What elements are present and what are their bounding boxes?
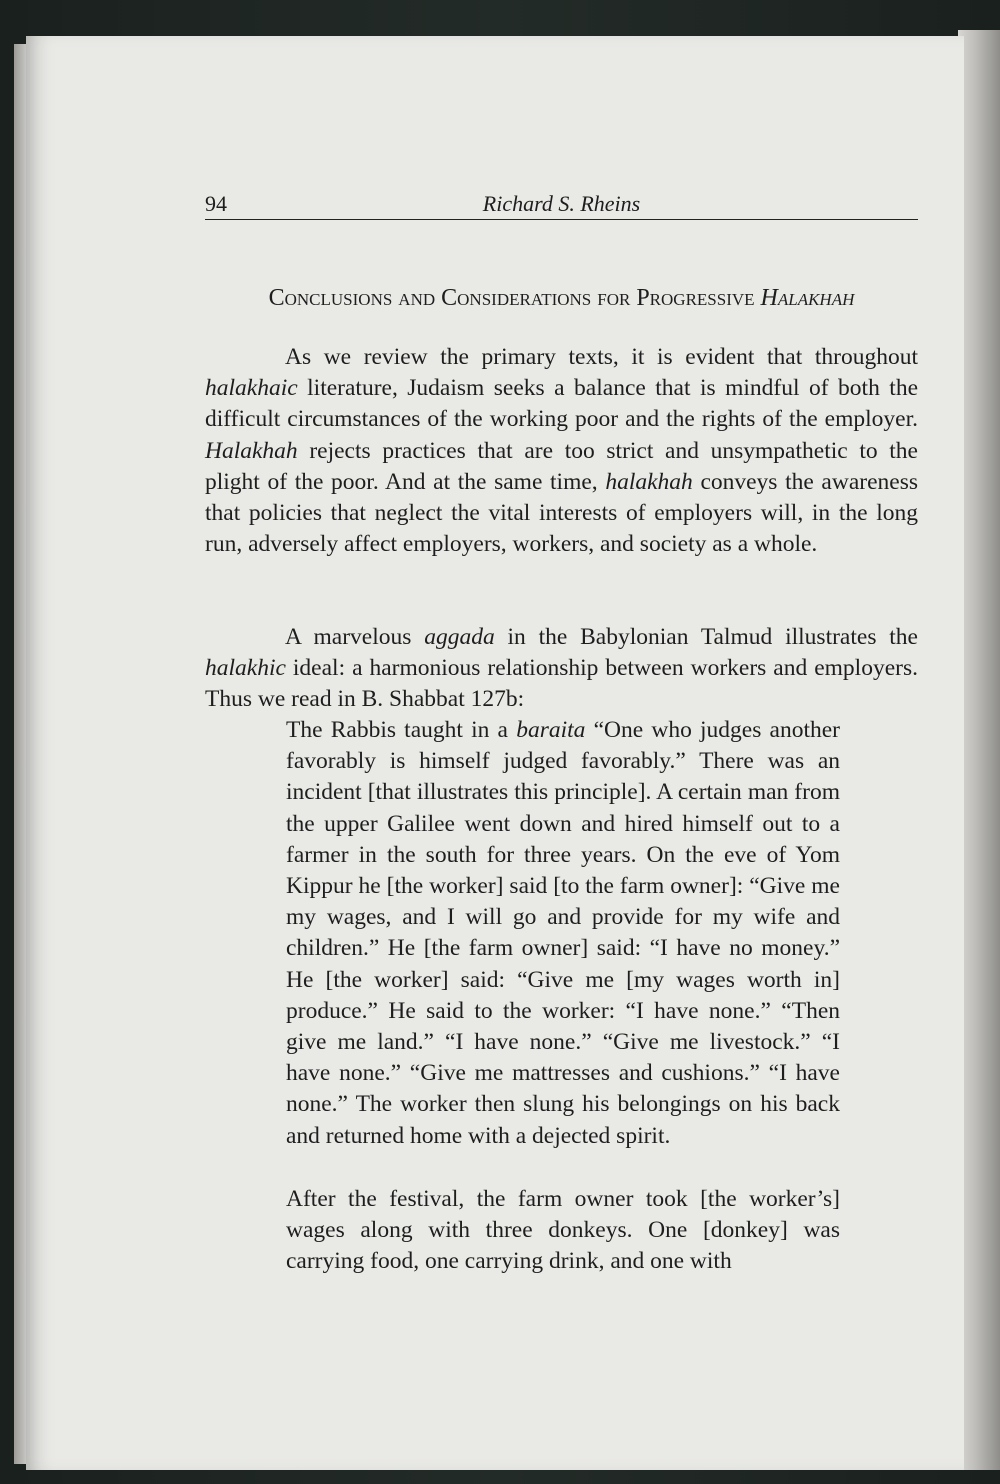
text-run: ideal: a harmonious relationship between workers and employers. Thus we read in B. Shabbat 127b: xyxy=(205,655,918,713)
section-heading xyxy=(205,285,918,312)
running-head-author: Richard S. Rheins xyxy=(482,191,641,216)
block-quote-1 xyxy=(286,715,840,1152)
text-run: “One who judges another favorably is himself judged favorably.” There was an incident [that illustrates this principle]. A certain man from the upper Galilee went down and hired himself out to a farmer in the south for three years. On the eve of Yom Kippur he [the worker] said [to the farm owner]: “Give me my wages, and I will go and provide for my wife and children.” He [the farm owner] said: “I have no money.” He [the worker] said: “Give me [my wages worth in] produce.” He said to the worker: “I have none.” “Then give me land.” “I have none.” “Give me livestock.” “I have none.” “Give me mattresses and cushions.” “I have none.” The worker then slung his belongings on his back and returned home with a dejected spirit. xyxy=(286,717,841,1149)
text-run: After the festival, the farm owner took [the worker’s] wages along with three donkeys. One [donkey] was carrying food, one carrying drink, and one with xyxy=(286,1186,840,1275)
text-run: conveys the awareness that policies that neglect the vital interests of employers will, in the long run, adversely affect employers, workers, and society as a whole. xyxy=(205,468,918,558)
text-run: in the Babylonian Talmud illustrates the xyxy=(494,624,918,650)
italic-term: halakhaic xyxy=(205,375,298,402)
italic-term: Halakhah xyxy=(205,437,298,464)
next-page-edge xyxy=(958,30,1000,1470)
text-run: The Rabbis taught in a xyxy=(286,717,517,743)
section-heading-text: Conclusions and Considerations for Progressive xyxy=(268,285,761,311)
block-quote-2 xyxy=(286,1184,840,1278)
italic-term: halakhic xyxy=(205,655,286,682)
text-run: rejects practices that are too strict and unsympathetic to the plight of the poor. And at the same time, xyxy=(205,437,918,495)
paragraph-2 xyxy=(205,622,918,716)
running-head xyxy=(205,191,918,220)
text-run: As we review the primary texts, it is evident that throughout xyxy=(285,344,918,370)
italic-term: halakhah xyxy=(605,468,693,495)
section-heading-term: Halakhah xyxy=(760,285,855,311)
italic-term: aggada xyxy=(424,624,495,650)
text-run: literature, Judaism seeks a balance that is mindful of both the difficult circumstances of the working poor and the rights of the employer. xyxy=(205,375,918,433)
text-run: A marvelous xyxy=(285,624,425,650)
page-number: 94 xyxy=(205,191,227,216)
italic-term: baraita xyxy=(516,717,586,743)
paragraph-1 xyxy=(205,342,918,560)
